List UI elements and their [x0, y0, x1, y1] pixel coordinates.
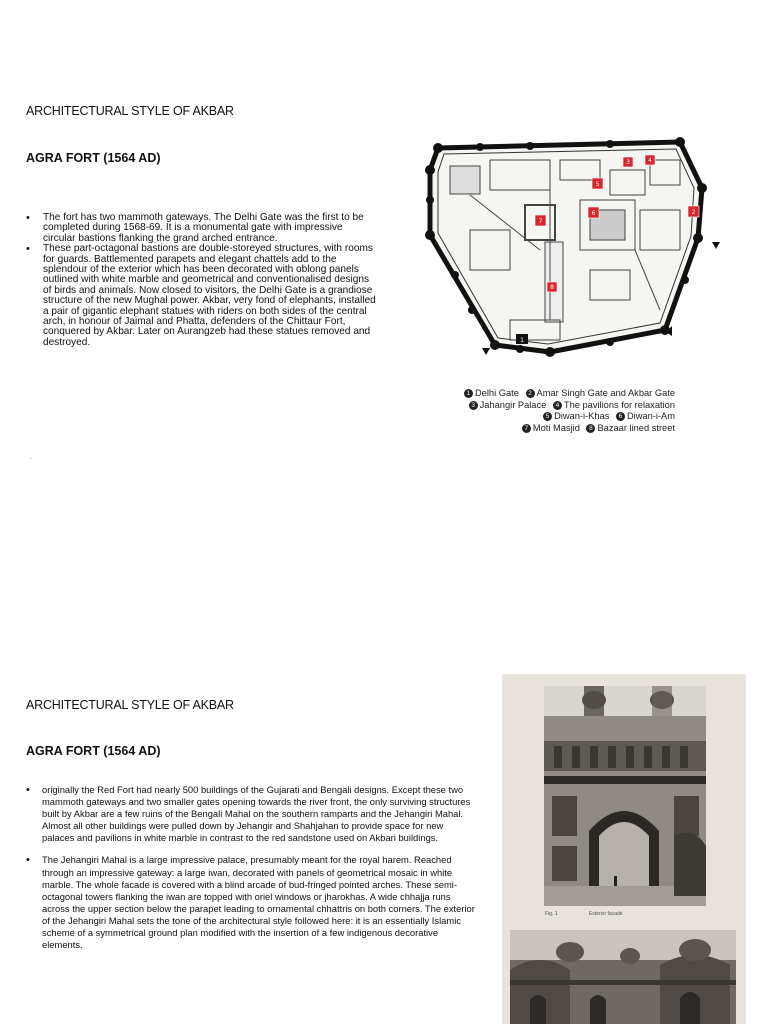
legend-row [430, 400, 675, 412]
legend-number: 8 [586, 424, 595, 433]
map-marker-label: 1 [520, 337, 524, 344]
legend-label: Moti Masjid [532, 422, 580, 433]
legend-number: 4 [553, 401, 562, 410]
legend-number: 1 [464, 389, 473, 398]
map-marker-label: 8 [550, 284, 554, 291]
stray-dot: . [30, 452, 33, 461]
legend-label: Diwan-i-Am [626, 411, 675, 422]
map-marker-label: 7 [538, 218, 543, 225]
bullet-list [26, 784, 476, 961]
slide-heading: ARCHITECTURAL STYLE OF AKBAR [26, 104, 234, 118]
slide-subheading: AGRA FORT (1564 AD) [26, 744, 161, 758]
photo-panel [502, 674, 746, 1024]
legend-number: 2 [526, 389, 535, 398]
legend-number: 7 [522, 424, 531, 433]
legend-label: Delhi Gate [474, 388, 519, 398]
slide-agra-fort-2 [0, 590, 768, 1024]
legend-number: 3 [469, 401, 478, 410]
caption-figure-label: Fig. 1 [545, 911, 558, 917]
fort-plan-map [410, 130, 730, 370]
map-marker-label: 6 [591, 210, 596, 217]
legend-number: 5 [543, 412, 552, 421]
facade-photo-drawing [544, 686, 706, 906]
legend-row [430, 411, 675, 423]
bullet-item: • These part-octagonal bastions are double-storeyed structures, with rooms for guards. Battlemented parapets and elegant chattels add to the splendour of the exterior which has been decorated with oblong panels outlined with white marble and geometrical and conventionalised designs of birds and animals. Now closed to visitors, the Delhi Gate is a grandiose structure of the new Mughal power. Akbar, very fond of elephants, installed a pair of gigantic elephant statues with riders on both sides of the central arch, in honour of Jaimal and Phatta, defenders of the Chittaur Fort, conquered by Akbar. Later on Aurangzeb had these statues removed and destroyed. [26, 244, 376, 348]
fort-towers-photo [510, 930, 736, 1024]
legend-label: Diwan-i-Khas [554, 411, 610, 422]
map-legend [430, 388, 675, 434]
map-marker-label: 4 [648, 157, 652, 164]
legend-label: Bazaar lined street [597, 422, 675, 433]
slide-subheading: AGRA FORT (1564 AD) [26, 151, 161, 165]
legend-row [430, 423, 675, 435]
slide-heading: ARCHITECTURAL STYLE OF AKBAR [26, 698, 234, 712]
map-marker-label: 2 [691, 209, 696, 216]
map-marker-label: 3 [626, 159, 630, 166]
legend-label: Amar Singh Gate and Akbar Gate [536, 388, 675, 398]
fort-plan-drawing [410, 130, 730, 370]
legend-row [430, 388, 675, 400]
bullet-item: • The Jehangiri Mahal is a large impressive palace, presumably meant for the royal harem. Reached through an impressive gateway: a large iwan, decorated with panels of geometrical mosaic in white marble. The whole facade is covered with a blind arcade of bud-fringed pointed arches. These semi-octagonal towers flanking the iwan are topped with oriel windows or jharokhas. A wide chhajja runs across the upper section below the parapet leading to ornamental chhattris on both corners. The exterior of the Jehangiri Mahal sets the tone of the architectural style followed here: it is an essentially Islamic scheme of a symmetrical ground plan modified with the insertion of a few indigenous decorative elements. [26, 854, 476, 951]
map-marker-label: 5 [595, 181, 600, 188]
photo-caption [545, 911, 705, 917]
legend-number: 6 [616, 412, 625, 421]
bullet-item: • The fort has two mammoth gateways. The Delhi Gate was the first to be completed during 1568-69. It is a monumental gate with impressive circular bastions flanking the grand arched entrance. [26, 213, 376, 244]
legend-label: Jahangir Palace [479, 399, 547, 410]
bullet-list [26, 213, 376, 348]
facade-photo [544, 686, 706, 906]
bullet-item: • originally the Red Fort had nearly 500 buildings of the Gujarati and Bengali designs. Except these two mammoth gateways and two smaller gates opening towards the river front, the only surviving structures built by Akbar are a few ruins of the Bengali Mahal on the southern ramparts and the Jehangiri Mahal. Almost all other buildings were pulled down by Jehangir and Shahjahan to provide space for new palaces and pavilions in white marble in contrast to the red sandstone used on Akbari buildings. [26, 784, 476, 844]
legend-label: The pavilions for relaxation [563, 399, 675, 410]
fort-towers-photo-drawing [510, 930, 736, 1024]
caption-text: Exterior facade [588, 911, 623, 917]
